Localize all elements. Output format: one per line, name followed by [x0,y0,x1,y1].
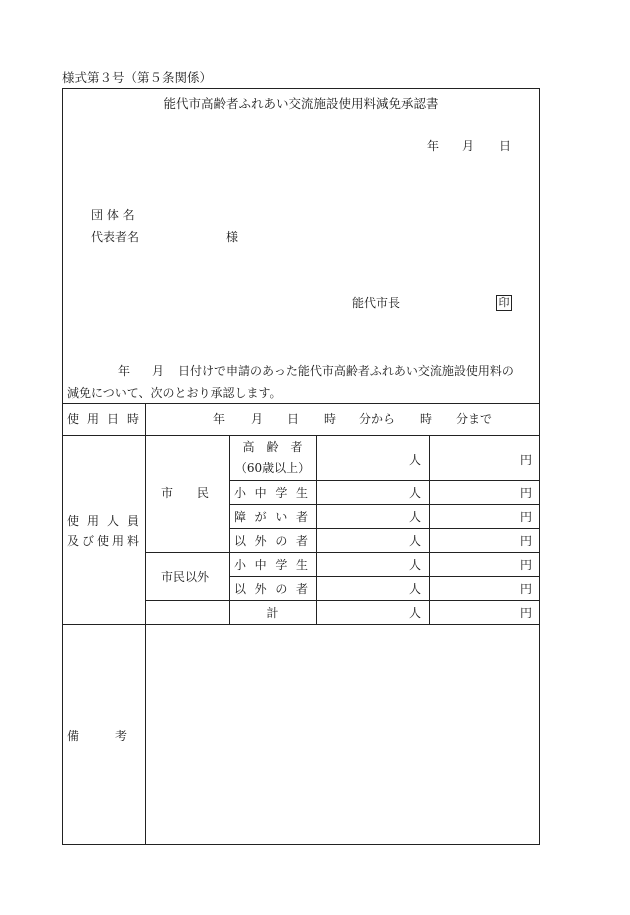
noncitizen-student-label: 小 中 学 生 [234,558,308,572]
noncitizen-other-count-unit: 人 [408,582,421,596]
usage-datetime-label: 使 用 日 時 [67,412,139,426]
usage-datetime-year: 年 [213,412,226,426]
noncitizen-other-label: 以 外 の 者 [234,582,308,596]
issuer-name: 能代市長 [352,296,401,310]
remarks-area[interactable] [147,626,537,842]
document-title: 能代市高齢者ふれあい交流施設使用料減免承認書 [163,96,439,111]
seal-mark: 印 [496,295,512,311]
table-rule-elderly [229,480,539,481]
citizen-other-count-unit: 人 [408,534,421,548]
date-year-label: 年 [427,139,440,153]
citizen-disabled-fee-unit: 円 [519,510,532,524]
notice-year: 年 [118,364,131,378]
table-rule-datetime [63,435,539,436]
notice-text-line2: 減免について、次のとおり承認します。 [67,386,282,400]
citizen-student-label: 小 中 学 生 [234,486,308,500]
table-col-label-divider [145,403,146,844]
elderly-count-unit: 人 [408,453,421,467]
table-rule-noncitizen-end [145,600,539,601]
remarks-label: 備 考 [67,729,128,743]
usage-datetime-month: 月 [251,412,264,426]
usage-datetime-day: 日 [287,412,300,426]
citizen-group-label: 市 民 [161,486,210,500]
representative-name-label: 代表者名 [91,230,140,244]
total-fee-unit: 円 [519,606,532,620]
citizen-student-fee-unit: 円 [519,486,532,500]
noncitizen-other-fee-unit: 円 [519,582,532,596]
noncitizen-student-fee-unit: 円 [519,558,532,572]
citizen-disabled-count-unit: 人 [408,510,421,524]
notice-text-line1: 日付けで申請のあった能代市高齢者ふれあい交流施設使用料の [178,364,514,378]
date-month-label: 月 [462,139,475,153]
usage-datetime-minute-to: 分まで [456,412,493,426]
honorific-label: 様 [226,230,239,244]
usage-datetime-minute-from: 分から [359,412,396,426]
citizen-other-fee-unit: 円 [519,534,532,548]
elderly-category-label: 高 齢 者 [242,440,303,454]
table-rule-disabled [229,528,539,529]
table-rule-noncitizen-student [229,576,539,577]
approval-form [62,88,540,845]
table-top-rule [63,403,539,404]
usage-datetime-hour-from: 時 [324,412,337,426]
elderly-category-sub: （60歳以上） [234,461,311,475]
total-label: 計 [266,606,279,620]
table-rule-total [63,624,539,625]
date-day-label: 日 [499,139,512,153]
table-rule-citizen-end [145,552,539,553]
total-count-unit: 人 [408,606,421,620]
citizen-disabled-label: 障 が い 者 [234,510,308,524]
elderly-fee-unit: 円 [519,453,532,467]
people-fee-label-line2: 及 び 使 用 料 [67,534,139,548]
usage-datetime-hour-to: 時 [420,412,433,426]
form-number-label: 様式第３号（第５条関係） [62,70,213,85]
table-rule-student [229,504,539,505]
citizen-other-label: 以 外 の 者 [234,534,308,548]
citizen-student-count-unit: 人 [408,486,421,500]
noncitizen-group-label: 市民以外 [161,570,210,584]
notice-month: 月 [152,364,165,378]
organization-name-label: 団 体 名 [91,208,135,222]
noncitizen-student-count-unit: 人 [408,558,421,572]
people-fee-label-line1: 使 用 人 員 [67,514,139,528]
